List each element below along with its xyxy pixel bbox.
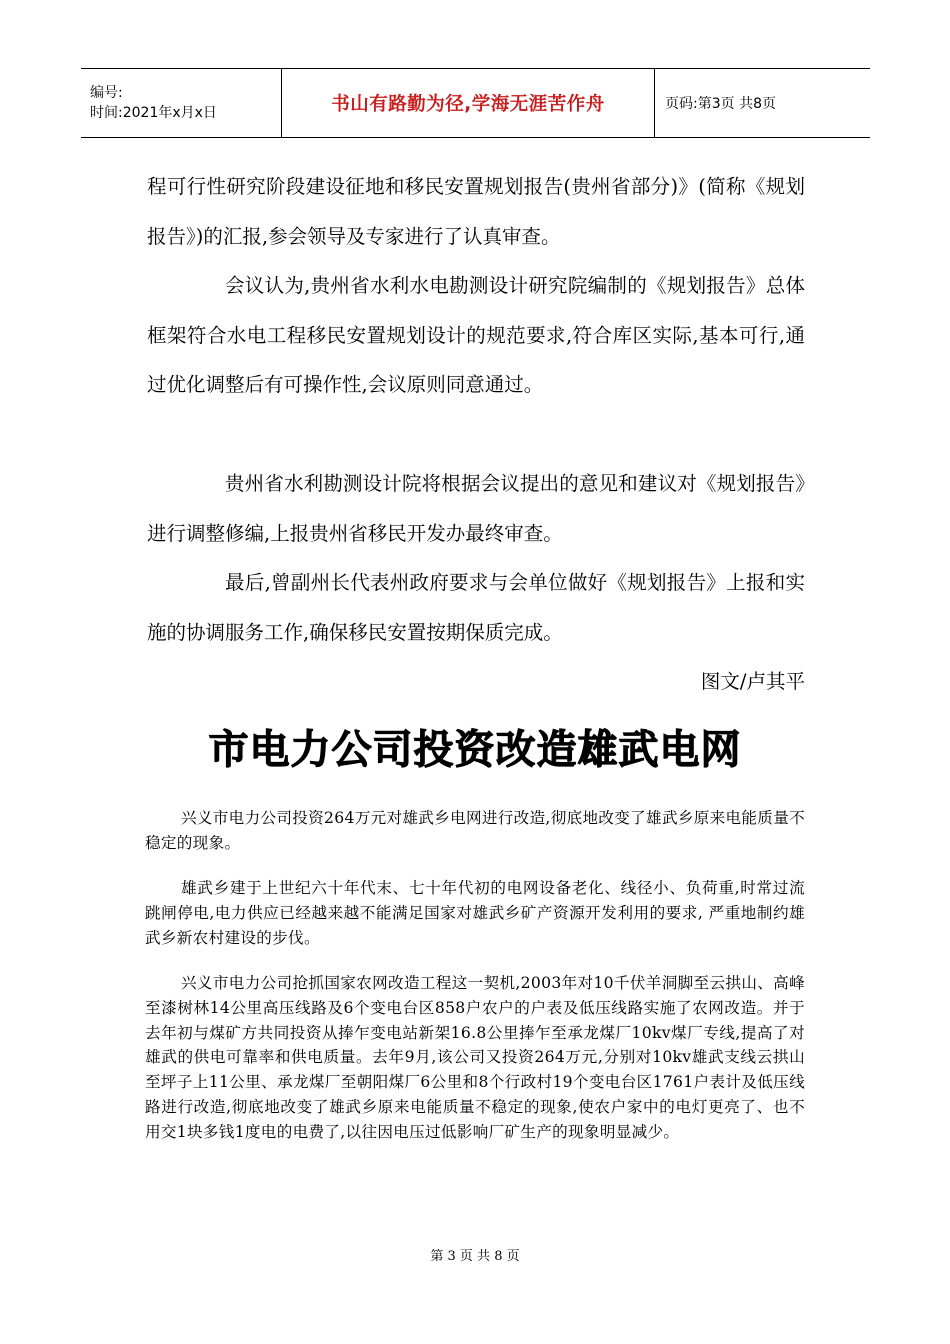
article-title: 市电力公司投资改造雄武电网 [208,727,742,773]
header-date-label: 时间:2021年x月x日 [90,105,217,121]
article-paragraph-3: 兴义市电力公司抢抓国家农网改造工程这一契机,2003年对10千伏羊洞脚至云拱山、高峰至漆树林14公里高压线路及6个变电台区858户农户的户表及低压线路实施了农网改造。并于去年初与煤矿方共同投资从捧乍变电站新架16.8公里捧乍至承龙煤厂10kv煤厂专线,提高了对雄武的供电可靠率和供电质量。去年9月,该公司又投资264万元,分别对10kv雄武支线云拱山至坪子上11公里、承龙煤厂至朝阳煤厂6公里和8个行政村19个变电台区1761户表计及低压线路进行改造,彻底地改变了雄武乡原来电能质量不稳定的现象,使农户家中的电灯更亮了、也不用交1块多钱1度电的电费了,以往因电压过低影响厂矿生产的现象明显减少。 [145,974,805,1141]
article-paragraph-1: 兴义市电力公司投资264万元对雄武乡电网进行改造,彻底地改变了雄武乡原来电能质量不稳定的现象。 [145,809,805,852]
photo-credit: 图文/卢其平 [700,670,805,693]
header-motto: 书山有路勤为径,学海无涯苦作舟 [282,69,655,137]
body-paragraph-2: 会议认为,贵州省水利水电勘测设计研究院编制的《规划报告》总体框架符合水电工程移民安置规划设计的规范要求,符合库区实际,基本可行,通过优化调整后有可操作性,会议原则同意通过。 [147,274,805,396]
header-page-info: 页码:第3页 共8页 [665,96,776,112]
header-number-label: 编号: [90,85,123,101]
body-paragraph-3: 贵州省水利勘测设计院将根据会议提出的意见和建议对《规划报告》进行调整修编,上报贵州省移民开发办最终审查。 [147,472,805,545]
header-table [81,68,870,138]
article-paragraph-2: 雄武乡建于上世纪六十年代末、七十年代初的电网设备老化、线径小、负荷重,时常过流跳闸停电,电力供应已经越来越不能满足国家对雄武乡矿产资源开发利用的要求, 严重地制约雄武乡新农村建设的步伐。 [145,879,805,947]
header-meta [81,69,282,137]
body-paragraph-1: 程可行性研究阶段建设征地和移民安置规划报告(贵州省部分)》(简称《规划报告》)的汇报,参会领导及专家进行了认真审查。 [147,175,805,248]
page-footer: 第 3 页 共 8 页 [430,1249,520,1264]
body-paragraph-4: 最后,曾副州长代表州政府要求与会单位做好《规划报告》上报和实施的协调服务工作,确保移民安置按期保质完成。 [147,571,805,644]
